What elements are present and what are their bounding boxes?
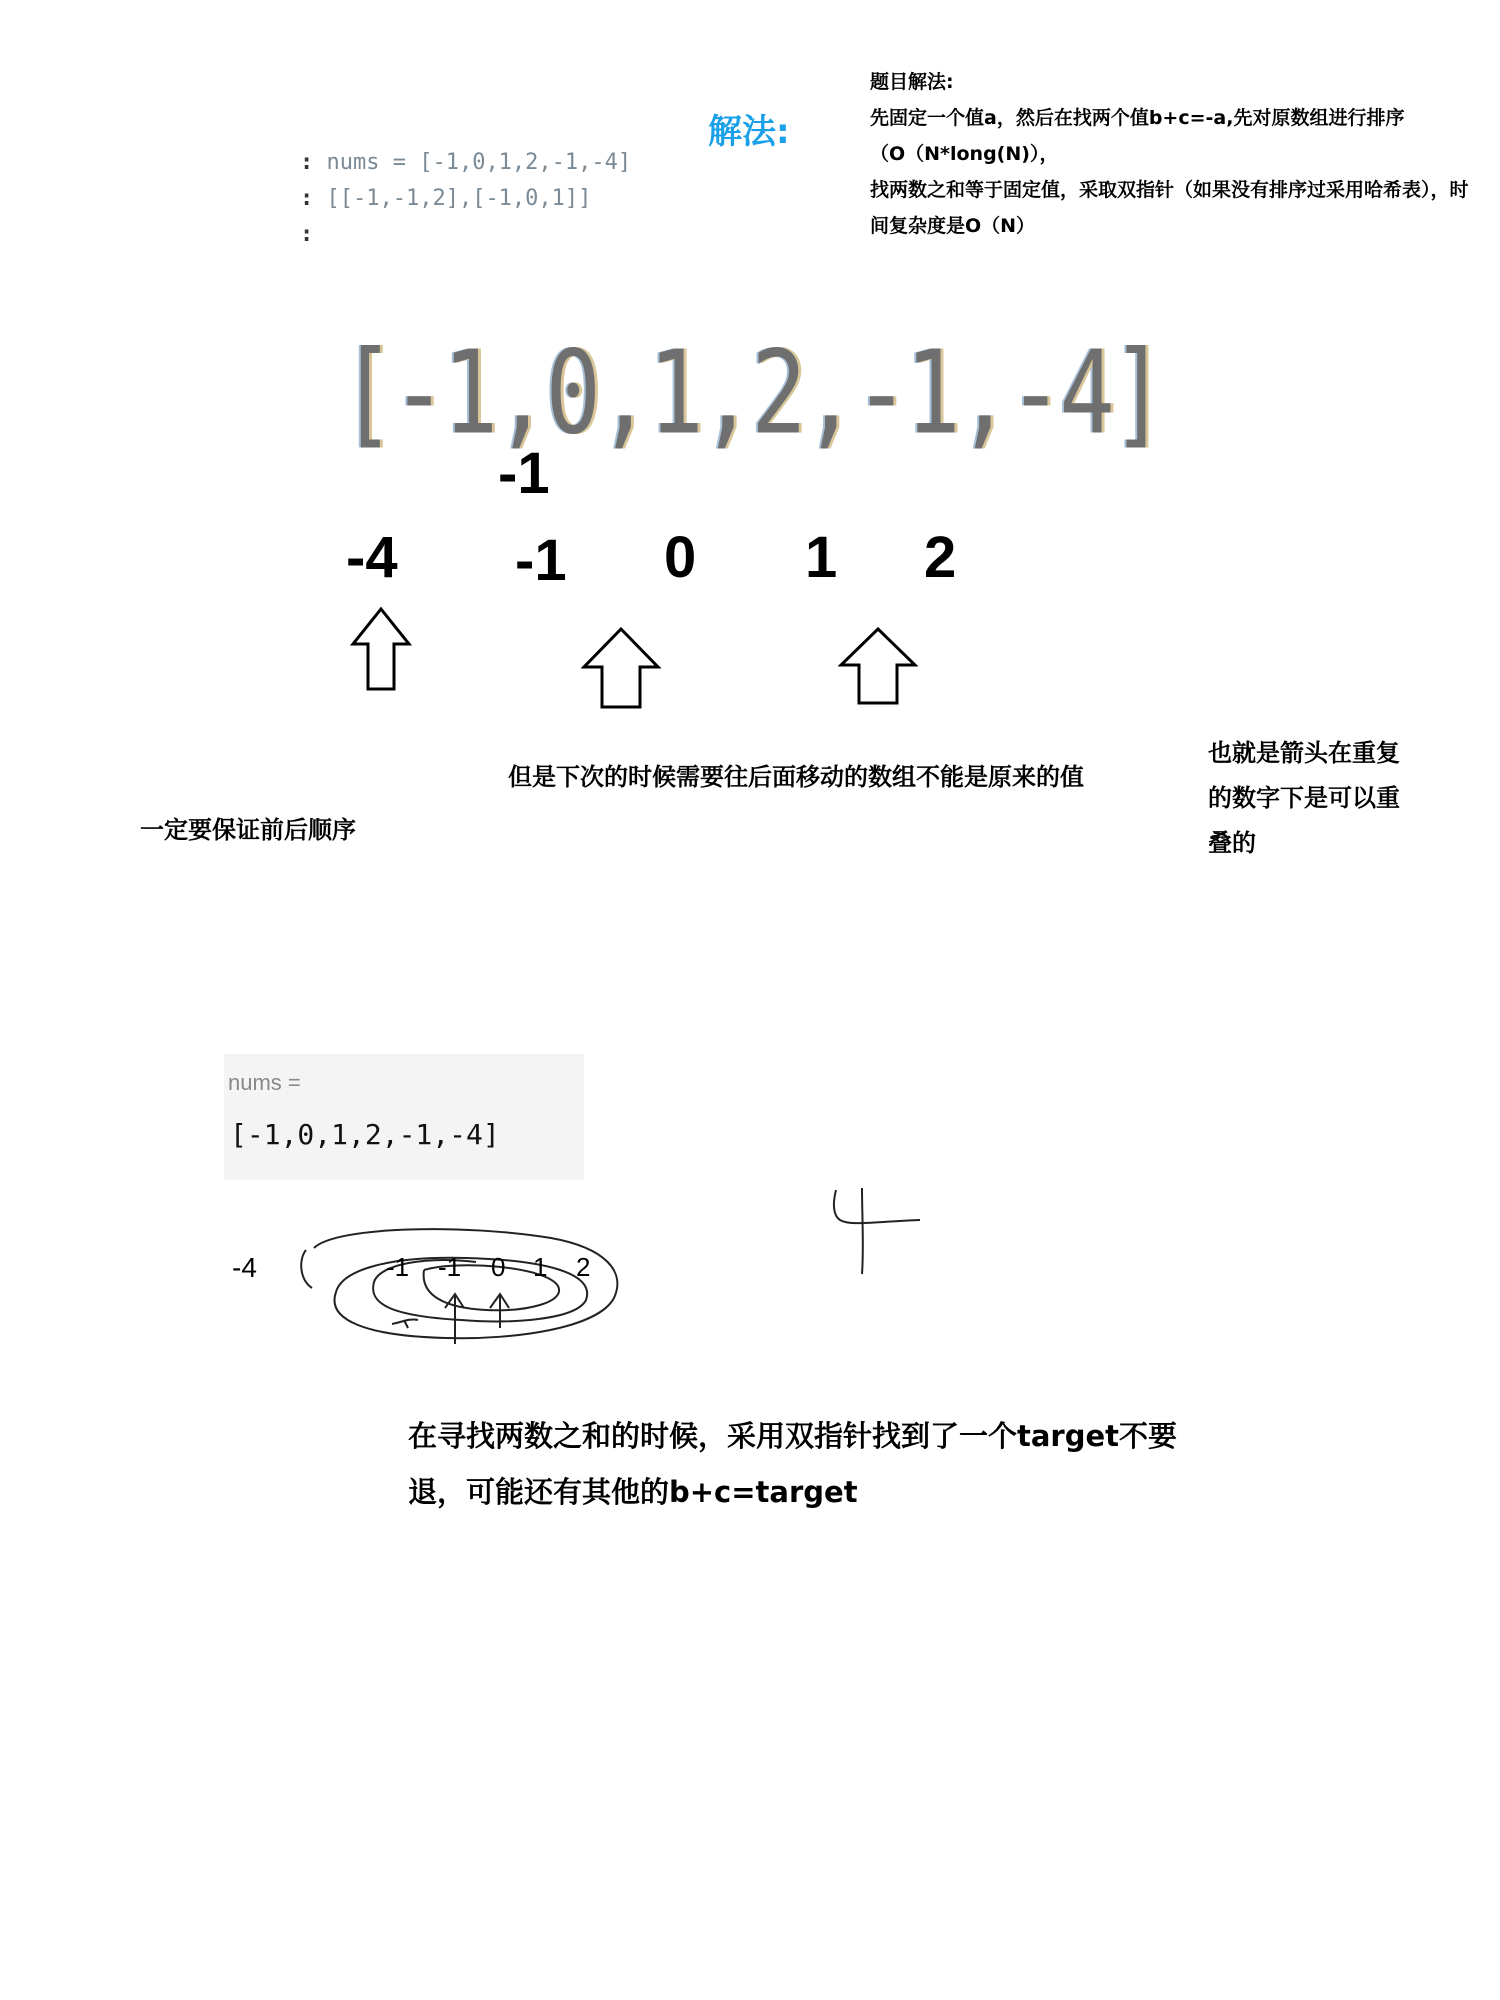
code-box-label: nums = [228, 1070, 301, 1095]
desc-title: 题目解法: [870, 71, 954, 93]
prompt-colon: : [300, 186, 314, 211]
overlap-note: 也就是箭头在重复的数字下是可以重叠的 [1208, 739, 1400, 857]
solution-description [870, 64, 1470, 244]
sorted-value: 1 [805, 525, 838, 590]
desc-line-3: 找两数之和等于固定值，采取双指针（如果没有排序过采用哈希表），时间复杂度是O（N） [870, 179, 1469, 237]
hand-drawn-scribble [830, 1186, 930, 1276]
solution-heading: 解法: [708, 112, 790, 152]
sketch-value: -1 [386, 1252, 410, 1282]
hand-drawn-arrow-icon [485, 1290, 515, 1330]
sorted-value: 0 [664, 525, 697, 590]
order-note: 一定要保证前后顺序 [140, 816, 356, 844]
desc-line-1: 先固定一个值a，然后在找两个值b+c=-a,先对原数组进行排序 [870, 107, 1405, 129]
up-arrow-icon [581, 626, 661, 710]
sketch-value: 2 [576, 1252, 591, 1282]
sketch-value: 0 [491, 1252, 506, 1282]
fixed-value: -4 [232, 1252, 257, 1283]
code-box-array: [-1,0,1,2,-1,-4] [230, 1118, 500, 1151]
prompt-colon: : [300, 222, 314, 247]
big-array-image: [-1,0,1,2,-1,-4] [340, 326, 1163, 460]
up-arrow-icon [838, 626, 918, 706]
sorted-value: -4 [346, 525, 398, 590]
code-box [224, 1054, 584, 1180]
up-arrow-icon [350, 606, 412, 692]
bottom-note: 在寻找两数之和的时候，采用双指针找到了一个target不要退，可能还有其他的b+c=target [408, 1419, 1178, 1509]
sorted-value: -1 [515, 528, 567, 593]
hand-drawn-arrow-icon [440, 1290, 470, 1346]
code-input-line: nums = [-1,0,1,2,-1,-4] [326, 150, 632, 175]
prompt-colon: : [300, 150, 314, 175]
next-move-note: 但是下次的时候需要往后面移动的数组不能是原来的值 [508, 763, 1084, 791]
sketch-value: -1 [438, 1252, 462, 1282]
sketch-value: 1 [533, 1252, 548, 1282]
desc-line-2: （O（N*long(N)）， [870, 143, 1059, 165]
sorted-value: 2 [924, 525, 957, 590]
extra-value: -1 [498, 441, 550, 506]
code-output-line: [[-1,-1,2],[-1,0,1]] [326, 186, 592, 211]
code-snippet [300, 150, 631, 258]
